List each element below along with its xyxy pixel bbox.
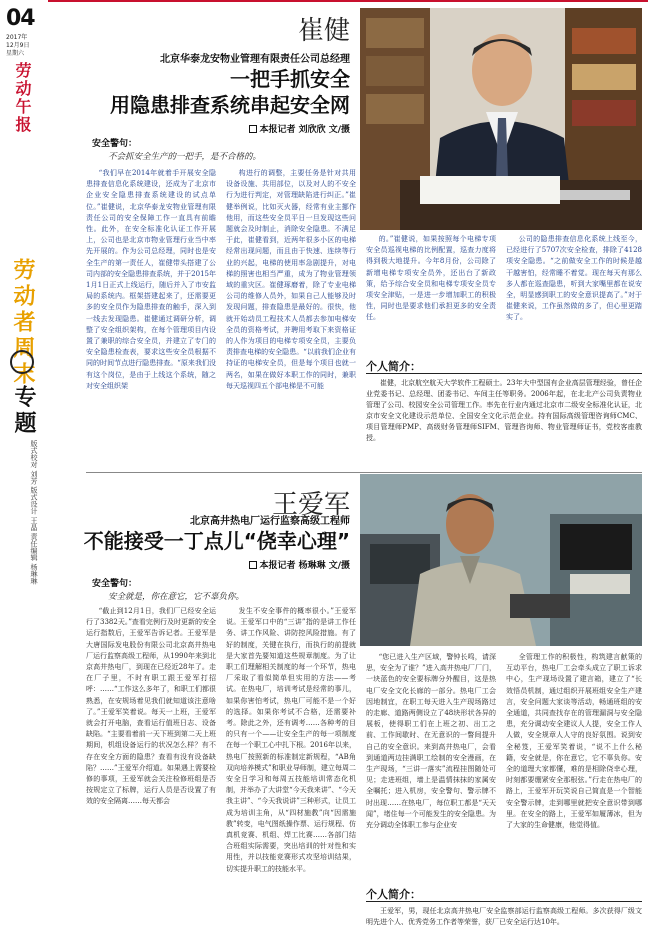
article1-body-col1: “我们早在2014年就着手开展安全隐患排查信息化系统建设，还成为了北京市企业安全隐患排查系统建设的试点单位。”崔健说，北京华泰龙安物业管理有限责任公司的安全保障工作一直具有前瞻性。此外，在安全标准化认证工作开展上，公司也是北京市物业管理行业当中率先开展的。作为公司总经理，同时也是安全生产的第一责任人，崔健带头搭建了公司内部的安全隐患排查系统，并于2015年1月1日正式上线运行，随后并入了市安监局的系统内。框架搭建起来了，还需要更多的安全员作为隐患排查的触手，深入到一线去发现隐患。崔健通过调研分析，调整了安全组织架构，在每个管理项目内设置了兼职的综合安全员，并建立了专门的安全隐患检查表，要求这些安全员根据不同的时间节点进行隐患排查。“原来我们没有这个岗位，是由于上线这个系统，随之对安全组织架 [86,169,216,390]
section-bracket-ornament [10,350,34,374]
editorial-credits: 版式校对 刘芳 版式设计 王晶 责任编辑 杨琳琳 [30,440,38,585]
issue-date [6,34,40,58]
article1-warning-text: 不会抓安全生产的一把手，是不合格的。 [108,152,262,162]
page-number: 04 [6,6,35,31]
article1-portrait-illustration [360,8,642,230]
article2-body-col3: “您已进入生产区域，警钟长鸣，请深思，安全为了谁？”进入高井热电厂厂门，一块蓝色的安全要标牌分外醒目，这是热电厂安全文化长廊的一部分。热电厂工会因地制宜，在职工每天进入生产现场路过的走廊、道路两侧设立了48块形状各异的展板，使得职工们在上班之初、出工之前、工作间歇时、在无意识的一瞥间提升自己的安全意识。来到高井热电厂，会看到通道两边挂满职工绘制的安全漫画，在生产现场，“三讲一落实”流程挂图随处可见；走进班组，墙上是温情抹抹的家属安全嘱托；进入机房，安全警句、警示牌不时出现……在热电厂，每位职工都是“天天闻”，堵住每一个可能发生的安全隐患。为充分调动全体职工参与企业安 [366,653,496,830]
article2-profile-rule [366,901,642,902]
article1-byline-text: 本报记者 刘欣欣 文/摄 [259,125,350,135]
article1-byline [180,122,350,135]
article2-portrait-illustration [360,474,642,646]
square-outline-icon [249,125,257,133]
article2-warning-label: 安全警句： [92,579,138,589]
article1-body-col3: 的。”崔健说，如果按照每个电梯专项安全员巡视电梯的比例配置，巡查力度将得到极大地提升。今年8月份，公司除了新增电梯专项安全员外，还出台了新政策，给予综合安全员和电梯专项安全员专项安全津贴，一是进一步增加职工的积极性，同时也是要求他们承担更多的安全责任。 [366,235,496,322]
article2-profile-text: 王爱军，男，现任北京高井热电厂安全监察部运行监察高级工程师。多次获得厂级文明先进个人、优秀党务工作者等荣誉，获厂已安全运行达10年。 [366,907,642,926]
article1-headline-line1: 一把手抓安全 [230,67,350,91]
article2-headline: 不能接受一丁点儿“侥幸心理” [83,529,350,553]
article1-portrait-photo [360,8,642,230]
article1-name: 崔健 [297,16,350,46]
article2-body-col1: “截止到12月1日，我们厂已经安全运行了3382天。”查看完例行及时更新的安全运行指数后，王爱军告诉记者。王爱军是大唐国际发电股份有限公司北京高井热电厂运行监察高级工程师，从1990年来到北京高井热电厂，到现在已经近28年了。走在厂子里，不时有职工跟王爱军打招呼：……“工作这么多年了，和职工们都很熟悉，在安规场着见我们就知道该注意啥了。”王爱军笑着说。每天一上班，王爱军就会打开电脑，查看运行值班日志、设备缺陷。“主要看着前一天下班到第二天上班期间，机组设备运行的状况怎么样？有不存在安全方面的隐患？查看有没有设备缺陷？……”王爱军介绍道。如果遇上需要检修的事项，王爱军就会关注检修班组是否按规定立了标牌，运行人员是否设置了有效的安全隔离……每天都会 [86,607,216,806]
article2-warning-text: 安全就是，你在意它，它不辜负你。 [108,592,245,602]
article2-body-col2: 发生不安全事件的概率很小。”王爱军说。王爱军口中的“三讲”指的是讲工作任务、讲工作风险、讲防控风险措施。有了好的制度，关键在执行，而执行的前提就是大家首先要知道这些规章制度。为了让职工们理解相关制度的每一个环节，热电厂采取了看似简单但实用的方法——考试。在热电厂，培训考试是经常的事儿，如果你害怕考试，热电厂可能不是一个好的选择。如果你考试不合格，还需要补考。除此之外，还有调考……各种考的目的只有一个——让安全生产的每一项制度在每一个职工心中扎下根。2016年以来，热电厂按照新的标准制定新规程，“AB角双向培养模式”和职业导师制，建立每周二安全日学习和每周五技能培训常态化机制，并举办了大讲堂“今天我来讲”、“今天我主讲”、“今天我说讲”三种形式，让员工成为培训主角，从“四材施教”向“因需施教”转变，电气图纸操作票、运行规程、仿真机竞赛、机组、焊工比赛……各部门结合班组实际需要，突出培训的针对性和实用性，并以技能竞赛形式攻坚培训结果，切实提升职工的技能水平。 [226,607,356,873]
article2-byline [180,558,350,571]
date-day: 12月9日 [6,42,30,49]
date-weekday: 星期六 [6,50,25,57]
article1-body-col2: 构进行的调整，主要任务是针对共用设备设施、共用部位，以及对人的不安全行为进行判定，对管理缺陷进行纠正。”崔健举例说，比如灭火器，经常有业主挪作他用，而这些安全员平日一旦发现这些问题就会及时制止，消除安全隐患。不满足于此，崔健看到，近两年很多小区的电梯经常出现问题，而且由于快速、连续等行业的兴起，电梯的使用率急剧提升，对电梯的照害也相当严重，成为了物业管理领域的重灾区。崔健琢磨着，除了专业电梯公司的维修人员外，如果自己人能够及时发现问题，排查隐患是最好的。很快，他就开始动员工程技术人员都去参加电梯安全员的资格考试，并聘用考取下来资格证的人作为项目的电梯专项安全员，主要负责排查电梯的安全隐患。“以前我们企业有持证的电梯安全员，但是每个项目也就一两名，如果在做好本职工作的同时，兼职每天巡视四五个部电梯是不可能 [226,169,356,390]
article2-profile-title: 个人简介： [366,888,421,901]
article-divider [86,472,642,473]
article2-org: 北京高井热电厂运行监察高级工程师 [190,516,350,527]
date-year: 2017年 [6,34,28,41]
article1-warning-label: 安全警句： [92,139,138,149]
article2-body-col4: 全管理工作的积极性，构筑建言献策的互动平台，热电厂工会牵头成立了职工诉求中心，生产现场设置了建言箱，建立了“长效悟员机制，通过组织开展班组安全生产建言，安全问题大家谈等活动，畅通班组的安全通道，共同查找存在的管理漏洞与安全隐患，充分调动安全建议人人提，安全工作人人做，安全规章人人守的良好氛围。说到安全秘笈，王爱军笑着说，“说不上什么秘籍，安全就是，你在意它，它不辜负你。安全的道理大家都懂，难的是相除侥幸心理，时刻都要绷紧安全那根弦。”行走在热电厂的路上，王爱军开玩笑说自己简直是一个智能安全警示牌，走到哪里就把安全意识带到哪里。在安全的路上，王爱军如履薄冰，但为了大家的生命健康，他觉得值。 [506,653,642,830]
article1-body-col4: 公司的隐患排查信息化系统上线至今，已经进行了5707次安全检查，排除了4128项安全隐患。“之前做安全工作的时候是越干越害怕，经常睡不着觉。现在每天有那么多人都在巡查隐患，听到大家嘴里都在说安全，明显感到职工的安全意识提高了。”对于崔健来说，工作虽然做的多了，但心里更踏实了。 [506,235,642,322]
top-rule [48,0,648,2]
article1-profile-rule [366,373,642,374]
article2-portrait-photo [360,474,642,646]
article1-headline-line2: 用隐患排查系统串起安全网 [110,93,350,117]
topic-title: 专题 [11,385,36,437]
article2-name: 王爱军 [271,490,350,520]
article1-profile-title: 个人简介： [366,360,421,373]
article1-org: 北京华泰龙安物业管理有限责任公司总经理 [160,54,350,65]
article1-headline [60,66,350,118]
article2-byline-text: 本报记者 杨琳琳 文/摄 [259,561,350,571]
square-outline-icon [249,561,257,569]
article1-profile-text: 崔健，北京航空航天大学软件工程硕士。23年大中型国有企业高层管理经验，曾任企业党委书记、总经理、团委书记、车间主任等职务。2006年起，在北北产公司负责物业管理了公司、校园安全公司管理工作。率先在行业内通过北京市二级安全标准化认证，北京市安全文化建设示范单位、全国安全文化示范企业。持有国际高级管理咨询师CMC、项目管理师PMP、高级财务管理师SIFM、管理咨询师、物业管理师证书，党校客座教授。 [366,379,642,442]
section-title: 劳动者周末 [10,258,35,388]
masthead-logo: 劳动午报 [13,62,32,134]
